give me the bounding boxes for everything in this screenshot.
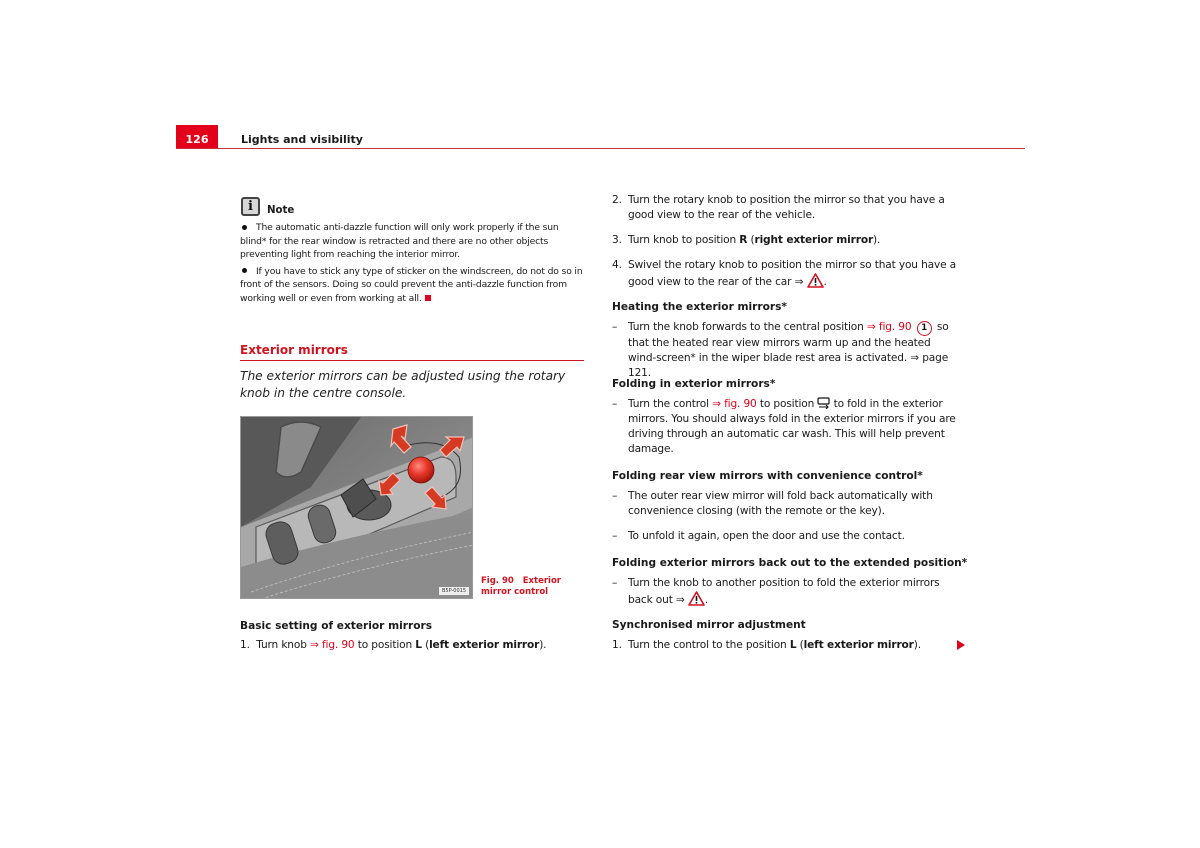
- figure-code: B5P-0015: [439, 587, 469, 595]
- figure-caption: Fig. 90 Exterior mirror control: [481, 576, 561, 597]
- note-list: [240, 221, 585, 308]
- callout-1-icon: 1: [917, 321, 932, 336]
- section-heading: Exterior mirrors: [240, 343, 348, 357]
- reference-arrow-icon: ⇒: [866, 321, 876, 333]
- step-2: 2. Turn the rotary knob to position the mirror so that you have a good view to the rear of the vehicle.: [612, 194, 945, 221]
- section-intro: The exterior mirrors can be adjusted using the rotary knob in the centre console.: [240, 369, 566, 400]
- figure-link[interactable]: fig. 90: [878, 321, 912, 333]
- step-3: 3. Turn knob to position R (right exterior mirror).: [612, 234, 881, 246]
- step-4: 4. Swivel the rotary knob to position the mirror so that you have a good view to the rear of the car ⇒ .: [612, 259, 957, 288]
- page-number: 126: [176, 125, 218, 149]
- folding-out-item: – Turn the knob to another position to fold the exterior mirrors back out ⇒ .: [612, 577, 940, 606]
- note-title: Note: [267, 205, 295, 216]
- warning-icon[interactable]: [688, 591, 705, 606]
- step-1: 1. Turn knob ⇒ fig. 90 to position L (left exterior mirror).: [240, 639, 547, 651]
- sync-step-1: 1. Turn the control to the position L (left exterior mirror).: [612, 639, 921, 651]
- figure-exterior-mirror-control: [240, 416, 473, 599]
- figure-link[interactable]: fig. 90: [724, 398, 757, 410]
- note-item: The automatic anti-dazzle function will only work properly if the sun blind* for the rear window is retracted and there are no other objects preventing light from reaching the interior mirror.: [240, 222, 559, 260]
- warning-icon[interactable]: [807, 273, 824, 288]
- reference-arrow-icon: ⇒: [712, 398, 721, 410]
- section-divider: [240, 360, 584, 361]
- note-item: If you have to stick any type of sticker on the windscreen, do not do so in front of the sensors. Doing so could prevent the anti-dazzle function from working well or even from working at all.: [240, 265, 583, 304]
- folding-in-item: – Turn the control ⇒ fig. 90 to position to fold in the exterior mirrors. You should always fold in the exterior mirrors if you are driving through an automatic car wash. This will help prevent damage.: [612, 398, 956, 455]
- sync-heading: Synchronised mirror adjustment: [612, 619, 806, 631]
- end-of-section-icon: [425, 295, 431, 301]
- folding-in-heading: Folding in exterior mirrors*: [612, 378, 776, 390]
- figure-link[interactable]: fig. 90: [321, 639, 355, 651]
- bullet-icon: [242, 268, 247, 273]
- mirror-control-illustration: [241, 417, 473, 599]
- folding-convenience-item: – To unfold it again, open the door and use the contact.: [612, 530, 905, 542]
- chapter-title: Lights and visibility: [241, 133, 363, 146]
- mirror-fold-icon: [817, 397, 830, 409]
- basic-setting-heading: Basic setting of exterior mirrors: [240, 620, 433, 632]
- folding-convenience-item: – The outer rear view mirror will fold back automatically with convenience closing (with the remote or the key).: [612, 490, 933, 517]
- page-link[interactable]: page 121.: [628, 352, 949, 379]
- heating-item: – Turn the knob forwards to the central position ⇒ fig. 90 1 so that the heated rear view mirrors warm up and the heated wind-screen* in the wiper blade rest area is activated. ⇒ page 121.: [612, 321, 949, 379]
- info-icon: i: [241, 197, 260, 216]
- heating-heading: Heating the exterior mirrors*: [612, 301, 787, 313]
- next-page-arrow-icon[interactable]: [957, 640, 965, 650]
- header-divider: [176, 148, 1025, 149]
- folding-convenience-heading: Folding rear view mirrors with convenience control*: [612, 470, 923, 482]
- reference-arrow-icon: ⇒: [310, 639, 319, 651]
- bullet-icon: [242, 225, 247, 230]
- folding-out-heading: Folding exterior mirrors back out to the extended position*: [612, 557, 968, 569]
